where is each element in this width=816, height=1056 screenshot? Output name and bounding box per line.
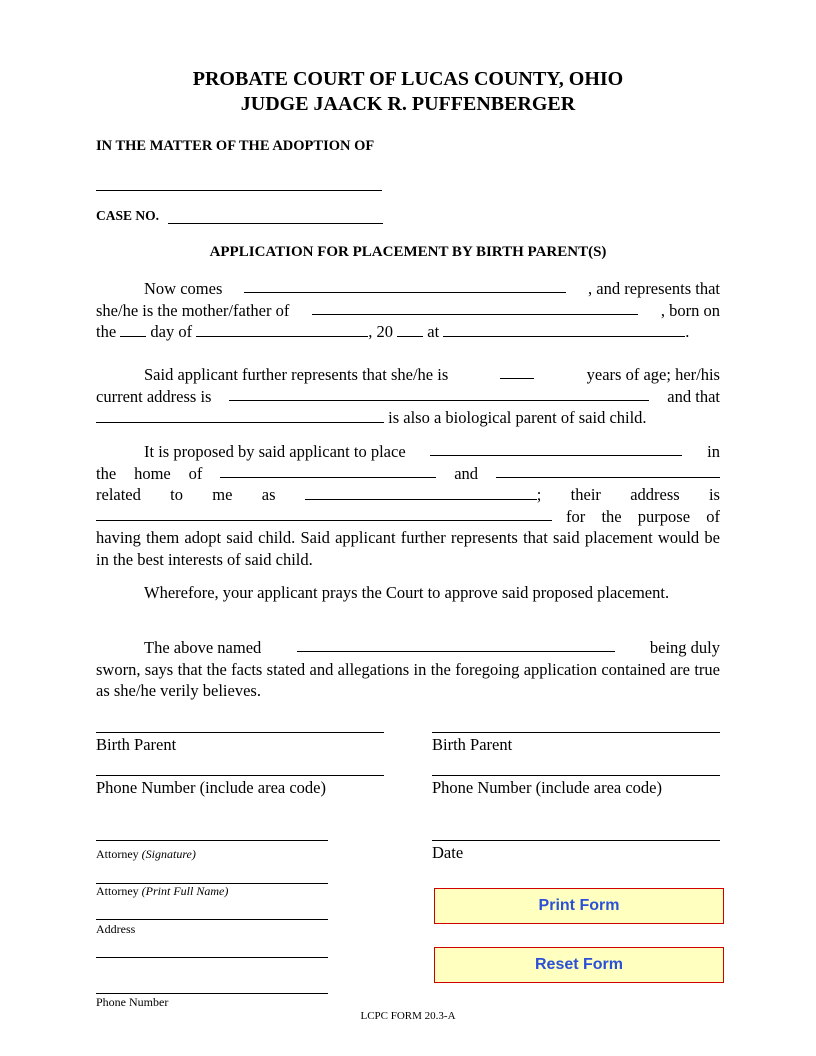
date-label: Date: [432, 843, 464, 862]
birth-day-field[interactable]: [120, 322, 146, 337]
paragraph-5: The above named being duly sworn, says that the facts stated and allegations in the foregoing application contained are true as she/he verily believes.: [96, 638, 720, 701]
applicant-address-field[interactable]: [229, 386, 649, 401]
paragraph-2: Said applicant further represents that she/he is years of age; her/his current address is and that is also a biological parent of said child.: [96, 365, 720, 428]
paragraph-4: Wherefore, your applicant prays the Court to approve said proposed placement.: [144, 583, 670, 602]
adoptee-name-field[interactable]: [96, 190, 382, 191]
birth-parent-2-phone-label: Phone Number (include area code): [432, 778, 662, 797]
paragraph-1: Now comes , and represents that she/he is the mother/father of , born on the day of , 20 at .: [96, 279, 720, 342]
form-title: APPLICATION FOR PLACEMENT BY BIRTH PARENT(S): [209, 244, 607, 260]
print-form-button[interactable]: Print Form: [434, 888, 724, 924]
placed-child-field[interactable]: [430, 441, 682, 456]
case-no-field[interactable]: [168, 223, 383, 224]
birth-parent-2-label: Birth Parent: [432, 735, 513, 754]
attorney-phone-label: Phone Number: [96, 995, 169, 1009]
reset-form-button[interactable]: Reset Form: [434, 947, 724, 983]
adoptive-parent-1-field[interactable]: [220, 463, 436, 478]
judge-name: JUDGE JAACK R. PUFFENBERGER: [240, 93, 576, 115]
birth-parent-2-phone-field[interactable]: [432, 775, 720, 776]
court-title: PROBATE COURT OF LUCAS COUNTY, OHIO: [192, 68, 624, 90]
attorney-signature-label: Attorney (Signature): [96, 847, 196, 861]
date-field[interactable]: [432, 840, 720, 841]
attorney-address-field[interactable]: [96, 919, 328, 920]
applicant-name-field[interactable]: [244, 278, 566, 293]
matter-label: IN THE MATTER OF THE ADOPTION OF: [96, 138, 375, 154]
birth-parent-1-signature-field[interactable]: [96, 732, 384, 733]
attorney-phone-field[interactable]: [96, 993, 328, 994]
attorney-signature-field[interactable]: [96, 840, 328, 841]
attorney-address-label: Address: [96, 922, 136, 936]
other-parent-field[interactable]: [96, 408, 384, 423]
attorney-name-label: Attorney (Print Full Name): [96, 884, 229, 898]
case-no-label: CASE NO.: [96, 208, 160, 223]
birth-parent-1-phone-label: Phone Number (include area code): [96, 778, 326, 797]
applicant-age-field[interactable]: [500, 364, 534, 379]
relationship-field[interactable]: [305, 485, 537, 500]
birth-month-field[interactable]: [196, 322, 368, 337]
birth-parent-2-signature-field[interactable]: [432, 732, 720, 733]
form-number: LCPC FORM 20.3-A: [360, 1010, 456, 1022]
adoptive-parent-2-field[interactable]: [496, 463, 720, 478]
birth-parent-1-phone-field[interactable]: [96, 775, 384, 776]
affiant-name-field[interactable]: [297, 637, 615, 652]
birth-year-field[interactable]: [397, 322, 423, 337]
child-name-field[interactable]: [312, 300, 638, 315]
paragraph-3: It is proposed by said applicant to place in the home of and related to me as ; their address is for the purpose of having them adopt said child. Said applicant further represents that said placement would be in the best interests of said child.: [96, 442, 720, 569]
birth-parent-1-label: Birth Parent: [96, 735, 177, 754]
adoptive-address-field[interactable]: [96, 506, 552, 521]
attorney-address-field-2[interactable]: [96, 957, 328, 958]
birth-place-field[interactable]: [443, 322, 685, 337]
